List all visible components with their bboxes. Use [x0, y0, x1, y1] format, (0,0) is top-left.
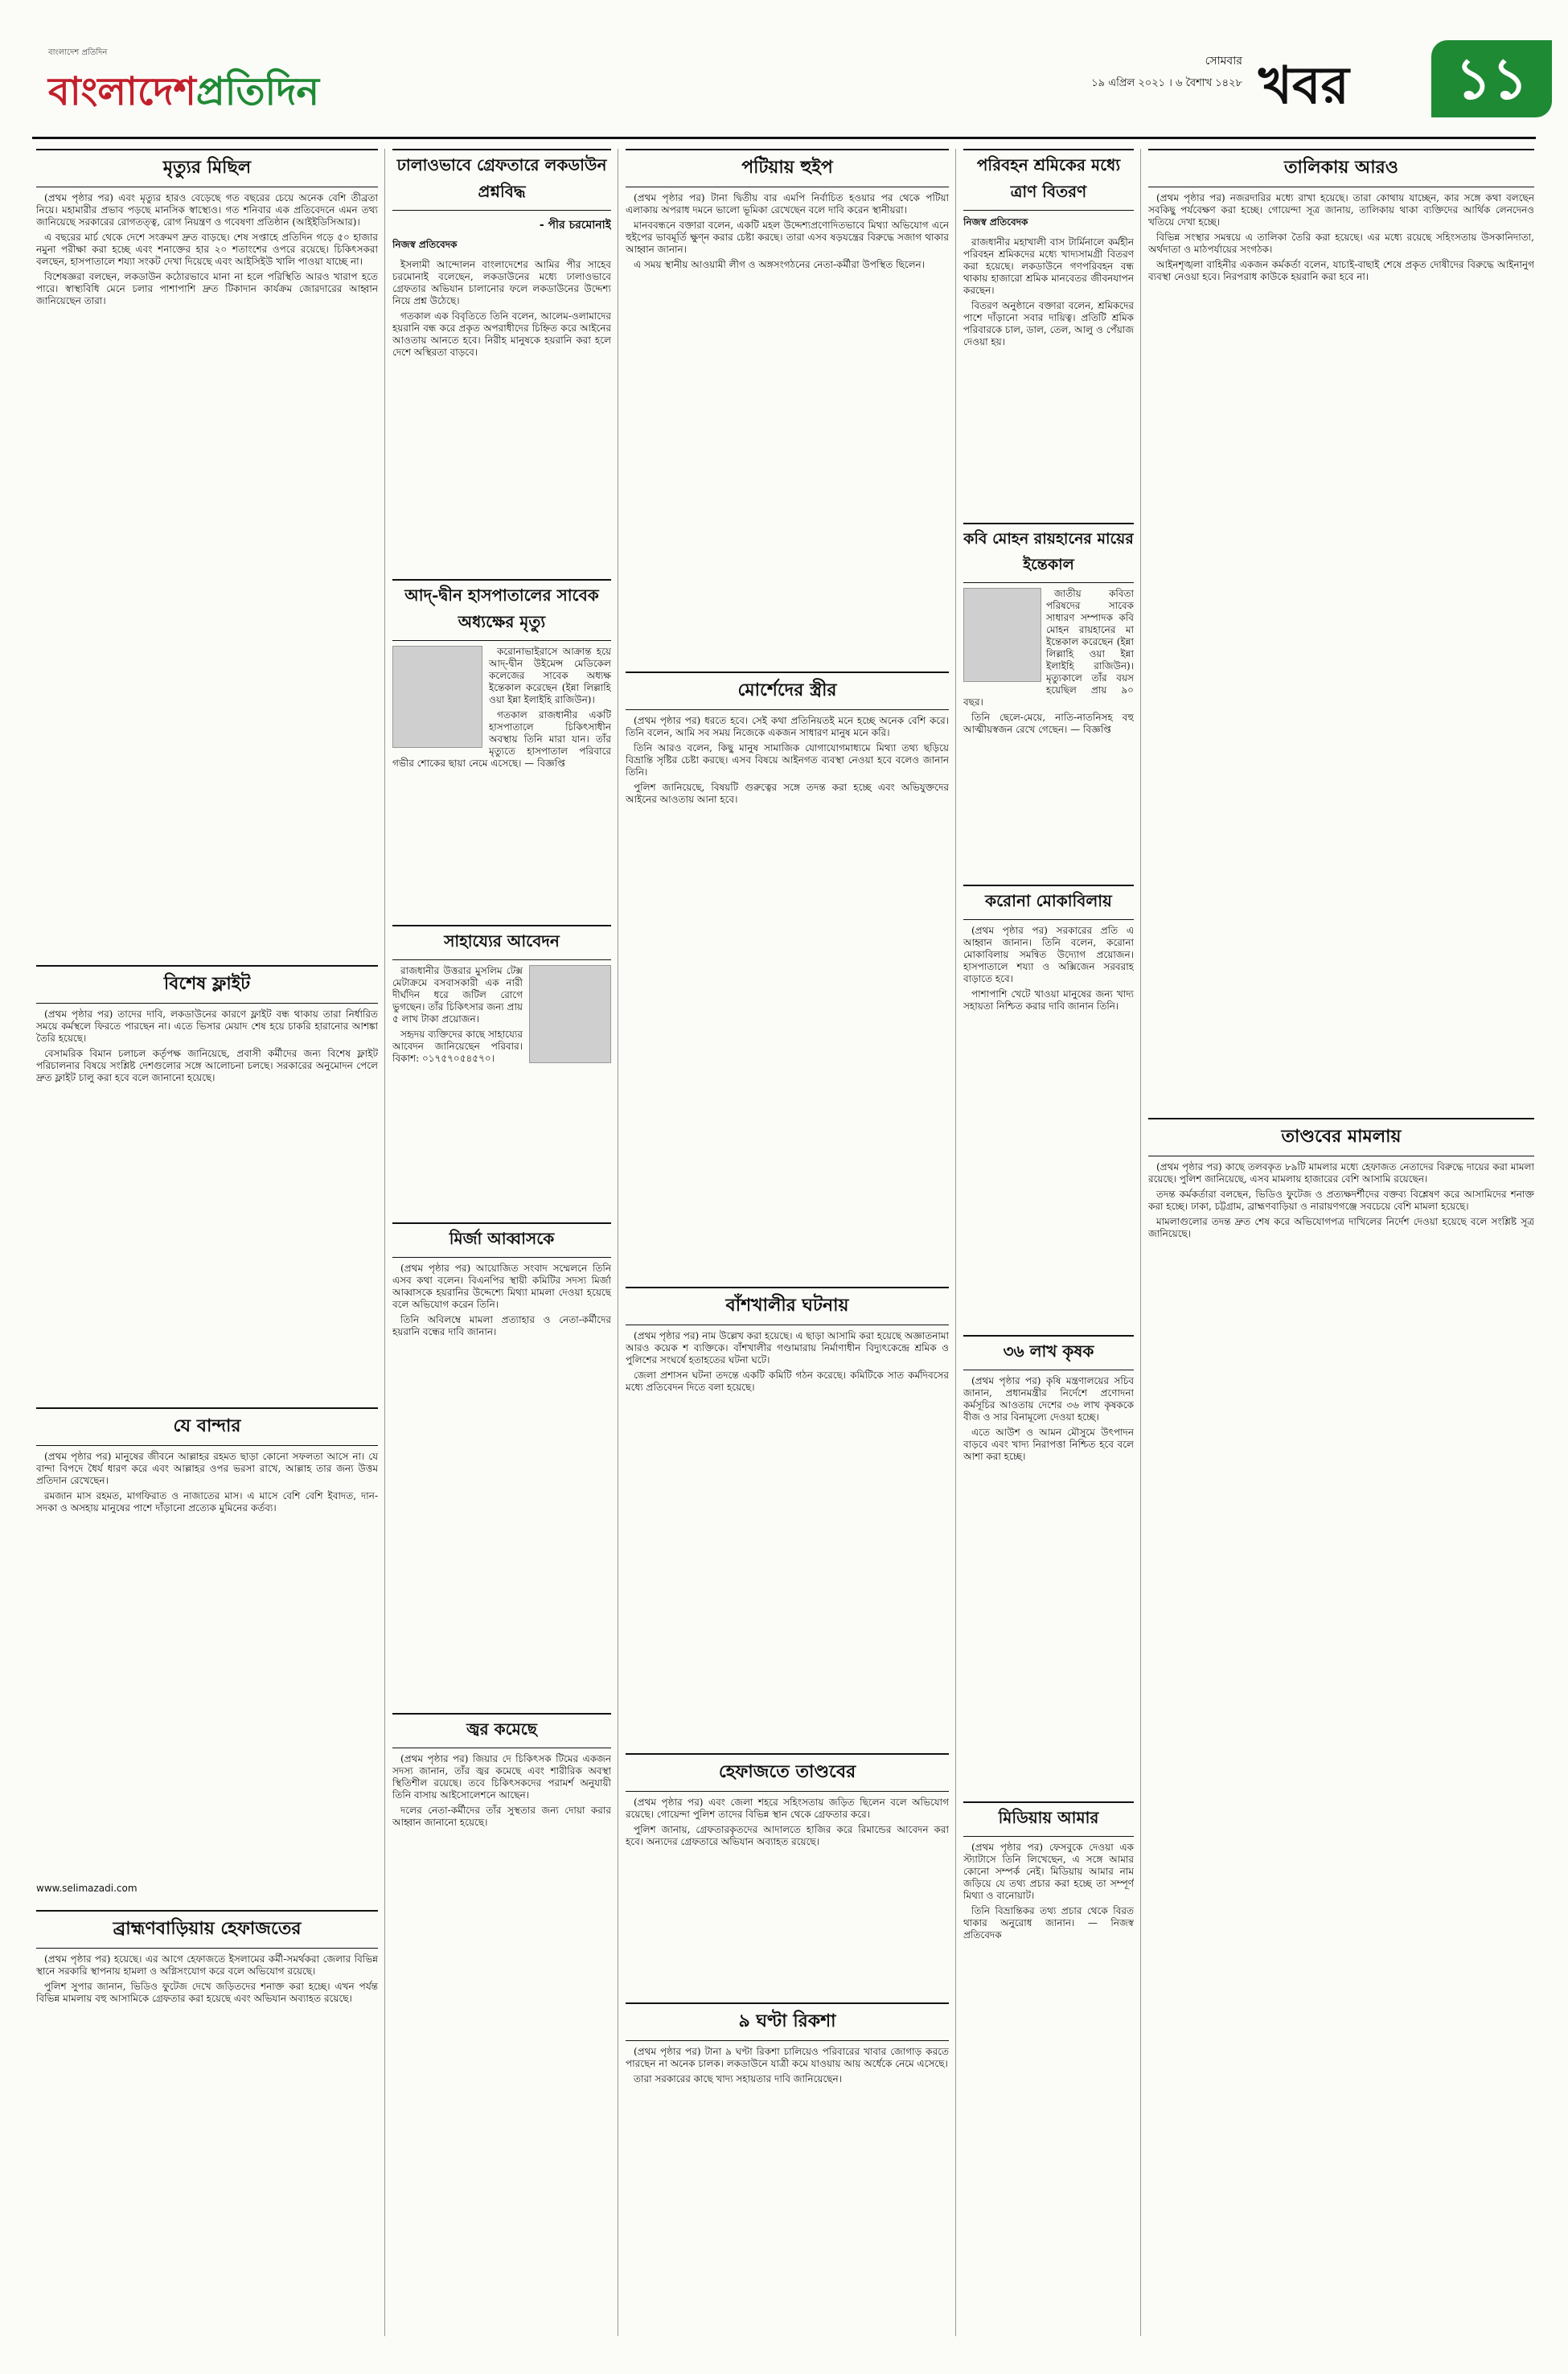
article-paragraph: জেলা প্রশাসন ঘটনা তদন্তে একটি কমিটি গঠন করেছে। কমিটিকে সাত কর্মদিবসের মধ্যে প্রতিবেদন দিতে বলা হয়েছে। [626, 1370, 949, 1393]
article-headline: পটিয়ায় হুইপ [626, 149, 949, 187]
article-headline: করোনা মোকাবিলায় [963, 885, 1134, 920]
article-headline: ৩৬ লাখ কৃষক [963, 1335, 1134, 1370]
article-paragraph: গতকাল রাজধানীর একটি হাসপাতালে চিকিৎসাধীন অবস্থায় তিনি মারা যান। তাঁর মৃত্যুতে হাসপাতাল পরিবারে গভীর শোকের ছায়া নেমে এসেছে। — বিজ্ঞপ্তি [392, 709, 611, 769]
article-paragraph: তারা সরকারের কাছে খাদ্য সহায়তার দাবি জানিয়েছেন। [634, 2073, 843, 2084]
article-potiyay[interactable] [626, 149, 949, 663]
article-paragraph: (প্রথম পৃষ্ঠার পর) এবং জেলা শহরে সহিংসতায় জড়িত ছিলেন বলে অভিযোগ রয়েছে। গোয়েন্দা পুলিশ তাদের বিভিন্ন স্থান থেকে গ্রেফতার করে। [626, 1797, 949, 1820]
article-paragraph: পুলিশ জানায়, গ্রেফতারকৃতদের আদালতে হাজির করে রিমান্ডের আবেদন করা হবে। অন্যদের গ্রেফতারে অভিযান অব্যাহত রয়েছে। [626, 1824, 949, 1847]
article-headline: ৯ ঘণ্টা রিকশা [626, 2002, 949, 2041]
article-body [626, 1797, 949, 1848]
logo-name-part2: প্রতিদিন [195, 69, 320, 114]
column-divider [1140, 149, 1141, 2336]
article-body [626, 715, 949, 806]
article-headline: মোর্শেদের স্ত্রীর [626, 672, 949, 710]
article-paragraph: (প্রথম পৃষ্ঠার পর) মানুষের জীবনে আল্লাহর রহমত ছাড়া কোনো সফলতা আসে না। যে বান্দা বিপদে ধৈর্য ধারণ করে এবং আল্লাহর ওপর ভরসা রাখে, আল্লাহ তার জন্য উত্তম প্রতিদান রেখেছেন। [36, 1451, 378, 1486]
article-headline: পরিবহন শ্রমিকের মধ্যে ত্রাণ বিতরণ [963, 149, 1134, 211]
article-talikay-aro[interactable] [1148, 149, 1534, 1110]
article-paragraph: পুলিশ সুপার জানান, ভিডিও ফুটেজ দেখে জড়িতদের শনাক্ত করা হচ্ছে। এখন পর্যন্ত বিভিন্ন মামলায় বহু আসামিকে গ্রেফতার করা হয়েছে এবং অভিযান অব্যাহত রয়েছে। [36, 1981, 378, 2004]
article-paragraph: মামলাগুলোর তদন্ত দ্রুত শেষ করে অভিযোগপত্র দাখিলের নির্দেশ দেওয়া হয়েছে বলে সংশ্লিষ্ট সূত্র জানিয়েছে। [1148, 1216, 1534, 1239]
article-headline: আদ্-দ্বীন হাসপাতালের সাবেক অধ্যক্ষের মৃত্যু [392, 579, 611, 641]
article-krishok[interactable] [963, 1335, 1134, 1793]
article-corona-mokabela[interactable] [963, 885, 1134, 1327]
article-headline: তালিকায় আরও [1148, 149, 1534, 187]
article-paragraph: আইনশৃঙ্খলা বাহিনীর একজন কর্মকর্তা বলেন, যাচাই-বাছাই শেষে প্রকৃত দোষীদের বিরুদ্ধে আইনানুগ ব্যবস্থা নেওয়া হবে। নিরপরাধ কাউকে হয়রানি করা হবে না। [1148, 259, 1534, 282]
section-title: খবর [1258, 55, 1349, 116]
article-paragraph: (প্রথম পৃষ্ঠার পর) ধরতে হবে। সেই কথা প্রতিনিয়তই মনে হচ্ছে অনেক বেশি করে। তিনি বলেন, আমি সব সময় নিজেকে একজন সাধারণ মানুষ মনে করি। [626, 715, 949, 738]
article-body [36, 1953, 378, 2005]
article-paragraph: তিনি বিভ্রান্তিকর তথ্য প্রচার থেকে বিরত থাকার অনুরোধ জানান। — নিজস্ব প্রতিবেদক [963, 1905, 1134, 1941]
article-brahmanbaria[interactable] [36, 1910, 378, 2344]
article-headline: মিডিয়ায় আমার [963, 1801, 1134, 1837]
article-paragraph: গতকাল এক বিবৃতিতে তিনি বলেন, আলেম-ওলামাদের হয়রানি বন্ধ করে প্রকৃত অপরাধীদের চিহ্নিত করে আইনের আওতায় আনতে হবে। নিরীহ মানুষকে হয়রানি করা হলে দেশে অস্থিরতা বাড়বে। [392, 310, 611, 358]
logo-name-part1: বাংলাদেশ [48, 69, 196, 114]
article-paribahan[interactable] [963, 149, 1134, 515]
article-je-bandar[interactable] [36, 1407, 378, 1902]
logo-name [48, 63, 319, 126]
article-paragraph: ইসলামী আন্দোলন বাংলাদেশের আমির পীর সাহেব চরমোনাই বলেছেন, লকডাউনের মধ্যে ঢালাওভাবে গ্রেফতার অভিযান চালানোর ফলে লকডাউনের উদ্দেশ্য নিয়ে প্রশ্ন উঠেছে। [392, 259, 611, 306]
article-mirza-abbas[interactable] [392, 1222, 611, 1705]
article-lockdown[interactable] [392, 149, 611, 571]
article-paragraph: তদন্ত কর্মকর্তারা বলছেন, ভিডিও ফুটেজ ও প্রত্যক্ষদর্শীদের বক্তব্য বিশ্লেষণ করে আসামিদের শনাক্ত করা হচ্ছে। ঢাকা, চট্টগ্রাম, ব্রাহ্মণবাড়িয়া ও নারায়ণগঞ্জে সবচেয়ে বেশি মামলা হয়েছে। [1148, 1189, 1534, 1212]
article-ad-din[interactable] [392, 579, 611, 917]
article-body [963, 1842, 1134, 1941]
article-paragraph: রমজান মাস রহমত, মাগফিরাত ও নাজাতের মাস। এ মাসে বেশি বেশি ইবাদত, দান-সদকা ও অসহায় মানুষের পাশে দাঁড়ানো প্রত্যেক মুমিনের কর্তব্য। [36, 1490, 378, 1514]
author-website-link[interactable]: www.selimazadi.com [36, 1883, 138, 1894]
article-paragraph: জাতীয় কবিতা পরিষদের সাবেক সাধারণ সম্পাদক কবি মোহন রায়হানের মা ইন্তেকাল করেছেন (ইন্না লিল্লাহি ওয়া ইন্না ইলাইহি রাজিউন)। মৃত্যুকালে তাঁর বয়স হয়েছিল প্রায় ৯০ বছর। [963, 588, 1134, 708]
newspaper-logo[interactable] [48, 47, 418, 124]
article-paragraph: (প্রথম পৃষ্ঠার পর) নজরদারির মধ্যে রাখা হয়েছে। তারা কোথায় যাচ্ছেন, কার সঙ্গে কথা বলছেন সবকিছু পর্যবেক্ষণ করা হচ্ছে। গোয়েন্দা সূত্র জানায়, তালিকায় থাকা ব্যক্তিদের আর্থিক লেনদেনও খতিয়ে দেখা হচ্ছে। [1148, 192, 1534, 228]
article-paragraph: বিতরণ অনুষ্ঠানে বক্তারা বলেন, শ্রমিকদের পাশে দাঁড়ানো সবার দায়িত্ব। প্রতিটি শ্রমিক পরিবারকে চাল, ডাল, তেল, আলু ও পেঁয়াজ দেওয়া হয়। [963, 300, 1134, 347]
article-paragraph: (প্রথম পৃষ্ঠার পর) টানা ৯ ঘণ্টা রিকশা চালিয়েও পরিবারের খাবার জোগাড় করতে পারছেন না অনেক চালক। লকডাউনে যাত্রী কমে যাওয়ায় আয় অর্ধেকে নেমে এসেছে। [626, 2046, 949, 2069]
article-paragraph: এ বছরের মার্চ থেকে দেশে সংক্রমণ দ্রুত বাড়ছে। শেষ সপ্তাহে প্রতিদিন গড়ে ৫০ হাজার নমুনা পরীক্ষা করা হচ্ছে এবং শনাক্তের হার ২০ শতাংশের ওপরে রয়েছে। চিকিৎসকরা বলছেন, হাসপাতালে শয্যা সংকট দেখা দিয়েছে এবং আইসিইউ খালি পাওয়া যাচ্ছে না। [36, 232, 378, 267]
page-number-badge: ১১ [1431, 40, 1552, 117]
article-morsheder[interactable] [626, 672, 949, 1279]
article-paragraph: পাশাপাশি খেটে খাওয়া মানুষের জন্য খাদ্য সহায়তা নিশ্চিত করার দাবি জানান তিনি। [963, 988, 1134, 1012]
article-paragraph: পুলিশ জানিয়েছে, বিষয়টি গুরুত্বের সঙ্গে তদন্ত করা হচ্ছে এবং অভিযুক্তদের আইনের আওতায় আনা হবে। [626, 782, 949, 805]
article-body [36, 1008, 378, 1084]
article-bishesh-flight[interactable] [36, 965, 378, 1399]
article-headline: বিশেষ ফ্লাইট [36, 965, 378, 1004]
logo-tagline: বাংলাদেশ প্রতিদিন [48, 48, 108, 57]
portrait-photo [963, 588, 1041, 682]
article-body [1148, 192, 1534, 283]
portrait-photo [529, 965, 611, 1063]
article-paragraph: মানববন্ধনে বক্তারা বলেন, একটি মহল উদ্দেশ্যপ্রণোদিতভাবে মিথ্যা অভিযোগ এনে হুইপের ভাবমূর্তি ক্ষুণ্ন করার চেষ্টা করছে। তারা এসব ষড়যন্ত্রের বিরুদ্ধে সজাগ থাকার আহ্বান জানান। [626, 220, 949, 255]
article-headline: হেফাজতে তাণ্ডবের [626, 1753, 949, 1792]
article-byline: নিজস্ব প্রতিবেদক [392, 239, 458, 250]
article-paragraph: এতে আউশ ও আমন মৌসুমে উৎপাদন বাড়বে এবং খাদ্য নিরাপত্তা নিশ্চিত হবে বলে আশা করা হচ্ছে। [963, 1427, 1134, 1462]
article-paragraph: (প্রথম পৃষ্ঠার পর) আয়োজিত সংবাদ সম্মেলনে তিনি এসব কথা বলেন। বিএনপির স্থায়ী কমিটির সদস্য মির্জা আব্বাসকে হয়রানির উদ্দেশ্যে মিথ্যা মামলা দেওয়া হয়েছে বলে অভিযোগ করেন তিনি। [392, 1263, 611, 1310]
article-paragraph: বিশেষজ্ঞরা বলছেন, লকডাউন কঠোরভাবে মানা না হলে পরিস্থিতি আরও খারাপ হতে পারে। স্বাস্থ্যবিধি মেনে চলার পাশাপাশি দ্রুত টিকাদান কার্যক্রম জোরদারের আহ্বান জানিয়েছেন তারা। [36, 271, 378, 306]
article-paragraph: রাজধানীর মহাখালী বাস টার্মিনালে কর্মহীন পরিবহন শ্রমিকদের মধ্যে খাদ্যসামগ্রী বিতরণ করা হয়েছে। লকডাউনে গণপরিবহন বন্ধ থাকায় হাজারো শ্রমিক মানবেতর জীবনযাপন করছেন। [963, 236, 1134, 296]
article-body [963, 925, 1134, 1012]
article-paragraph: (প্রথম পৃষ্ঠার পর) হয়েছে। এর আগে হেফাজতে ইসলামের কর্মী-সমর্থকরা জেলার বিভিন্ন স্থানে সরকারি স্থাপনায় হামলা ও অগ্নিসংযোগ করে বলে অভিযোগ রয়েছে। [36, 1953, 378, 1977]
article-headline: ব্রাহ্মণবাড়িয়ায় হেফাজতের [36, 1910, 378, 1949]
date-line: ১৯ এপ্রিল ২০২১ । ৬ বৈশাখ ১৪২৮ [1091, 77, 1242, 89]
column-divider [384, 149, 385, 2336]
article-paragraph: সহৃদয় ব্যক্তিদের কাছে সাহায্যের আবেদন জানিয়েছেন পরিবার। বিকাশ: ০১৭৫৭০৫৪৫৭০। [392, 1029, 523, 1064]
article-paragraph: (প্রথম পৃষ্ঠার পর) এবং মৃত্যুর হারও বেড়েছে গত বছরের চেয়ে অনেক বেশি তীব্রতা নিয়ে। মহামারীর প্রভাব পড়ছে মানসিক স্বাস্থ্যেও। গত শনিবার এক প্রতিবেদনে এমন তথ্য জানিয়েছে সরকারের রোগতত্ত্ব, রোগ নিয়ন্ত্রণ ও গবেষণা প্রতিষ্ঠান (আইইডিসিআর)। [36, 192, 378, 228]
article-paragraph: এ সময় স্থানীয় আওয়ামী লীগ ও অঙ্গসংগঠনের নেতা-কর্মীরা উপস্থিত ছিলেন। [634, 259, 925, 270]
article-paragraph: তিনি আরও বলেন, কিছু মানুষ সামাজিক যোগাযোগমাধ্যমে মিথ্যা তথ্য ছড়িয়ে বিভ্রান্তি সৃষ্টির চেষ্টা করছে। এসব বিষয়ে আইনগত ব্যবস্থা নেওয়া হবে বলেও জানান তিনি। [626, 742, 949, 778]
article-headline: যে বান্দার [36, 1407, 378, 1446]
article-body [392, 1263, 611, 1338]
article-paragraph: তিনি ছেলে-মেয়ে, নাতি-নাতনিসহ বহু আত্মীয়স্বজন রেখে গেছেন। — বিজ্ঞপ্তি [963, 712, 1134, 735]
article-headline: জ্বর কমেছে [392, 1713, 611, 1748]
article-paragraph: (প্রথম পৃষ্ঠার পর) কাছে তলবকৃত ৮৯টি মামলার মধ্যে হেফাজত নেতাদের বিরুদ্ধে দায়ের করা মামলা রয়েছে। পুলিশ জানিয়েছে, এসব মামলায় হাজারের বেশি আসামি রয়েছেন। [1148, 1161, 1534, 1185]
article-body [1148, 1161, 1534, 1240]
article-byline: নিজস্ব প্রতিবেদক [963, 216, 1028, 228]
article-body [626, 2046, 949, 2085]
article-sahajjer-abedon[interactable] [392, 925, 611, 1214]
article-paragraph: (প্রথম পৃষ্ঠার পর) ফেসবুকে দেওয়া এক স্ট্যাটাসে তিনি লিখেছেন, এ সঙ্গে আমার কোনো সম্পর্ক নেই। মিডিয়ায় আমার নাম জড়িয়ে যে তথ্য প্রচার করা হচ্ছে তা সম্পূর্ণ মিথ্যা ও বানোয়াট। [963, 1842, 1134, 1901]
article-paragraph: (প্রথম পৃষ্ঠার পর) সরকারের প্রতি এ আহ্বান জানান। তিনি বলেন, করোনা মোকাবিলায় সমন্বিত উদ্যোগ প্রয়োজন। হাসপাতালে শয্যা ও অক্সিজেন সরবরাহ বাড়াতে হবে। [963, 925, 1134, 984]
article-headline: ঢালাওভাবে গ্রেফতারে লকডাউন প্রশ্নবিদ্ধ [392, 149, 611, 211]
article-paragraph: (প্রথম পৃষ্ঠার পর) কৃষি মন্ত্রণালয়ের সচিব জানান, প্রধানমন্ত্রীর নির্দেশে প্রণোদনা কর্মসূচির আওতায় দেশের ৩৬ লাখ কৃষককে বীজ ও সার বিনামূল্যে দেওয়া হচ্ছে। [963, 1375, 1134, 1423]
article-paragraph: তিনি অবিলম্বে মামলা প্রত্যাহার ও নেতা-কর্মীদের হয়রানি বন্ধের দাবি জানান। [392, 1314, 611, 1337]
article-body [626, 192, 949, 271]
article-paragraph: (প্রথম পৃষ্ঠার পর) টানা দ্বিতীয় বার এমপি নির্বাচিত হওয়ার পর থেকে পটিয়া এলাকায় অপরাধ দমনে ভালো ভূমিকা রেখেছেন বলে দাবি করেন স্থানীয়রা। [626, 192, 949, 216]
article-paragraph: বেসামরিক বিমান চলাচল কর্তৃপক্ষ জানিয়েছে, প্রবাসী কর্মীদের জন্য বিশেষ ফ্লাইট পরিচালনার বিষয়ে সংশ্লিষ্ট দেশগুলোর সঙ্গে আলোচনা চলছে। সরকারের অনুমোদন পেলে দ্রুত ফ্লাইট চালু করা হবে বলে জানানো হয়েছে। [36, 1048, 378, 1083]
article-headline: মৃত্যুর মিছিল [36, 149, 378, 187]
article-midiay[interactable] [963, 1801, 1134, 2344]
article-mrittur-michil[interactable] [36, 149, 378, 957]
article-body [36, 192, 378, 307]
weekday: সোমবার [1205, 55, 1242, 68]
article-paragraph: রাজধানীর উত্তরার মুসলিম টেক্স মেটাক্রমে বসবাসকারী এক নারী দীর্ঘদিন ধরে জটিল রোগে ভুগছেন। তাঁর চিকিৎসার জন্য প্রায় ৫ লাখ টাকা প্রয়োজন। [392, 965, 523, 1025]
article-body [626, 1330, 949, 1394]
article-hefajot-tandob[interactable] [626, 1753, 949, 1994]
article-headline: কবি মোহন রায়হানের মায়ের ইন্তেকাল [963, 523, 1134, 583]
article-headline: মির্জা আব্বাসকে [392, 1222, 611, 1258]
article-body [963, 1375, 1134, 1463]
article-body [36, 1451, 378, 1514]
column-divider [955, 149, 956, 2336]
article-headline: তাণ্ডবের মামলায় [1148, 1118, 1534, 1156]
article-kobi-mohon[interactable] [963, 523, 1134, 877]
article-tandober-mamlay[interactable] [1148, 1118, 1534, 2344]
article-nine-hour[interactable] [626, 2002, 949, 2344]
article-paragraph: (প্রথম পৃষ্ঠার পর) নাম উল্লেখ করা হয়েছে। এ ছাড়া আসামি করা হয়েছে অজ্ঞাতনামা আরও কয়েক শ ব্যক্তিকে। বাঁশখালীর গণ্ডামারায় নির্মাণাধীন বিদ্যুৎকেন্দ্রে শ্রমিক ও পুলিশের সংঘর্ষে হতাহতের ঘটনা ঘটে। [626, 1330, 949, 1366]
article-jor-komche[interactable] [392, 1713, 611, 2344]
article-body [963, 236, 1134, 348]
article-subheadline: - পীর চরমোনাই [539, 219, 611, 232]
article-headline: সাহায্যের আবেদন [392, 925, 611, 960]
masthead-rule [32, 137, 1536, 139]
portrait-photo [392, 646, 482, 748]
article-body [392, 1753, 611, 1829]
date-block [985, 51, 1242, 92]
article-headline: বাঁশখালীর ঘটনায় [626, 1287, 949, 1325]
article-paragraph: বিভিন্ন সংস্থার সমন্বয়ে এ তালিকা তৈরি করা হয়েছে। এর মধ্যে রয়েছে সহিংসতায় উসকানিদাতা, অর্থদাতা ও মাঠপর্যায়ের সংগঠক। [1148, 232, 1534, 255]
article-paragraph: করোনাভাইরাসে আক্রান্ত হয়ে আদ্-দ্বীন উইমেন্স মেডিকেল কলেজের সাবেক অধ্যক্ষ ইন্তেকাল করেছেন (ইন্না লিল্লাহি ওয়া ইন্না ইলাইহি রাজিউন)। [489, 646, 611, 705]
article-bashkhali[interactable] [626, 1287, 949, 1745]
article-paragraph: দলের নেতা-কর্মীদের তাঁর সুস্থতার জন্য দোয়া করার আহ্বান জানানো হয়েছে। [392, 1805, 611, 1828]
article-body [392, 259, 611, 359]
article-paragraph: (প্রথম পৃষ্ঠার পর) তাদের দাবি, লকডাউনের কারণে ফ্লাইট বন্ধ থাকায় তারা নির্ধারিত সময়ে কর্মস্থলে ফিরতে পারছেন না। এতে ভিসার মেয়াদ শেষ হয়ে চাকরি হারানোর আশঙ্কা তৈরি হয়েছে। [36, 1008, 378, 1044]
article-paragraph: (প্রথম পৃষ্ঠার পর) জিয়ার দে চিকিৎসক টিমের একজন সদস্য জানান, তাঁর জ্বর কমেছে এবং শারীরিক অবস্থা স্থিতিশীল রয়েছে। তবে চিকিৎসকদের পরামর্শ অনুযায়ী তিনি বাসায় আইসোলেশনে আছেন। [392, 1753, 611, 1801]
masthead [32, 32, 1536, 129]
